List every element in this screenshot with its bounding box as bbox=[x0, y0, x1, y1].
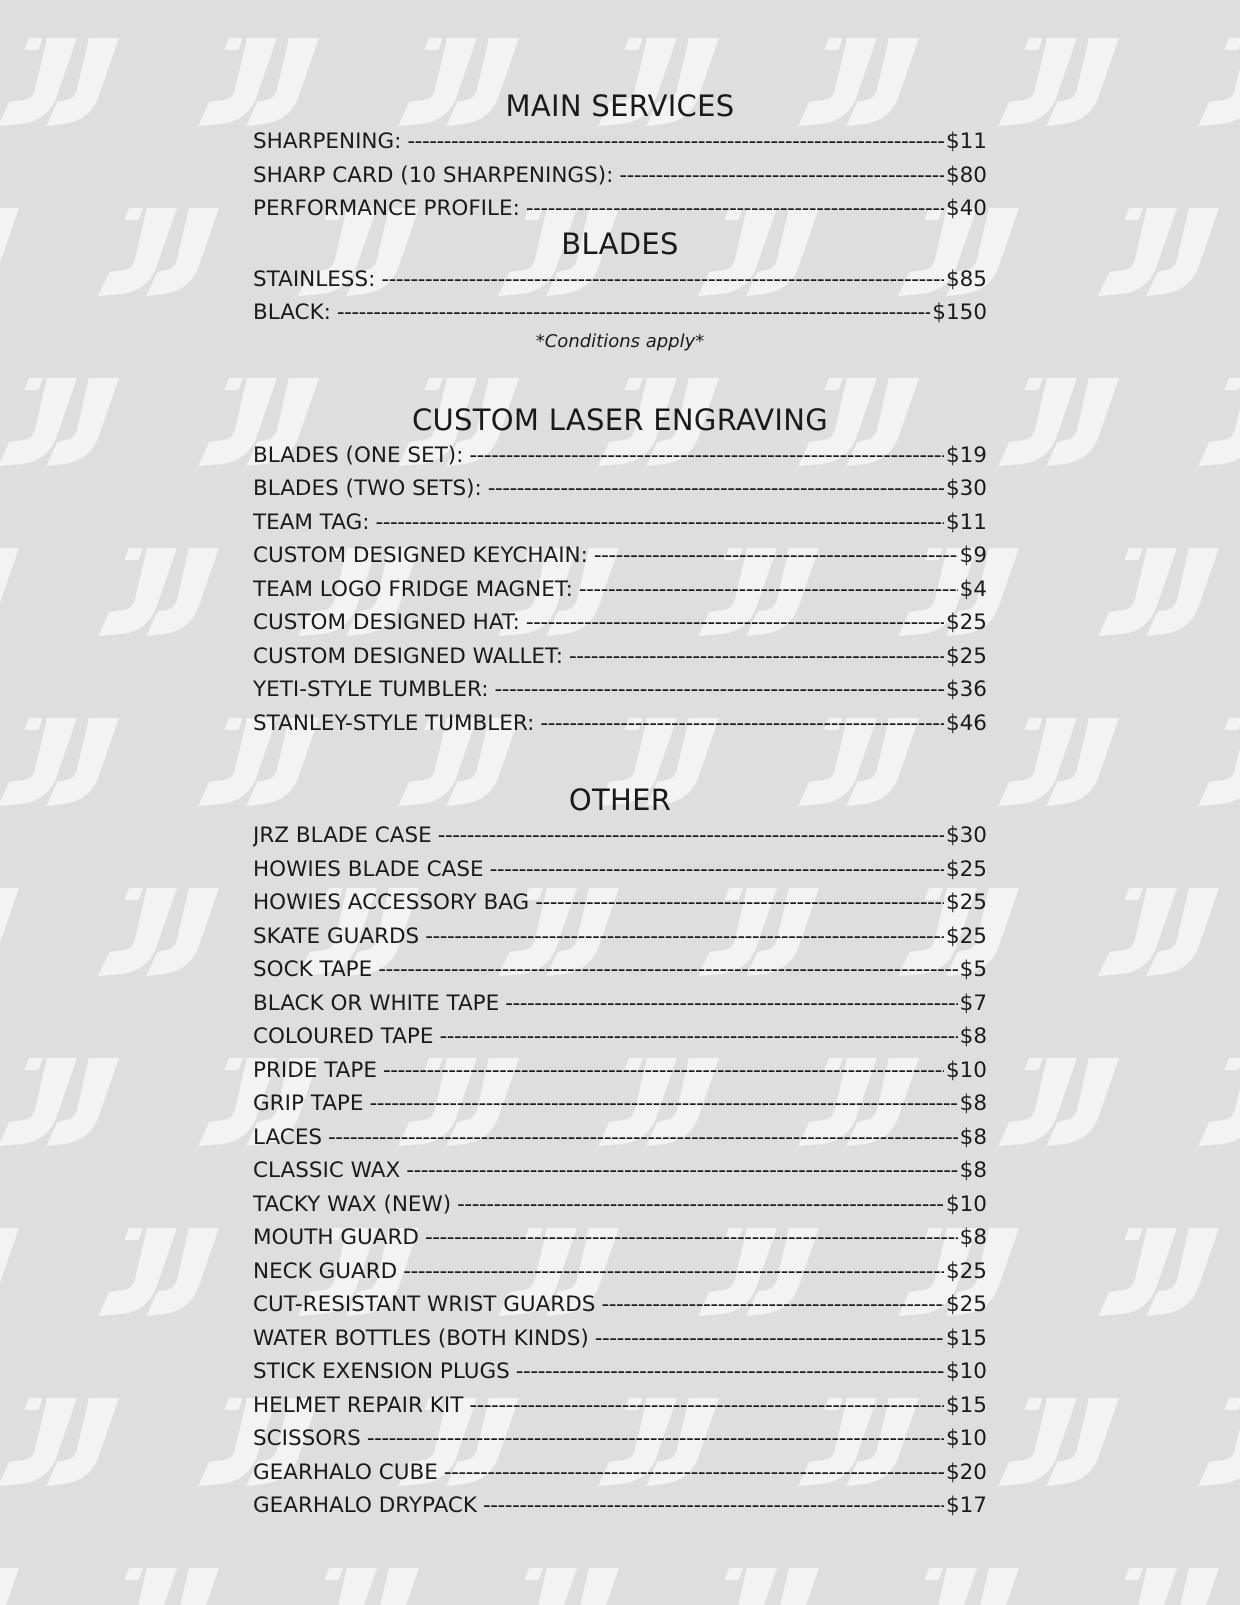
price-row bbox=[253, 439, 987, 473]
item-label: GEARHALO DRYPACK bbox=[253, 1493, 478, 1518]
item-label: STICK EXENSION PLUGS bbox=[253, 1359, 510, 1384]
price-row bbox=[253, 640, 987, 674]
section-title: CUSTOM LASER ENGRAVING bbox=[411, 402, 829, 437]
jj-monogram-icon bbox=[0, 1568, 19, 1605]
dot-leader bbox=[383, 1054, 944, 1088]
jj-monogram-icon bbox=[998, 38, 1119, 126]
item-price: $30 bbox=[945, 823, 987, 848]
price-row bbox=[253, 1054, 987, 1088]
item-label: BLACK: bbox=[253, 300, 331, 325]
jj-monogram-icon bbox=[998, 718, 1119, 806]
price-row bbox=[253, 673, 987, 707]
item-price: $80 bbox=[945, 162, 987, 188]
price-row bbox=[253, 125, 987, 159]
item-price: $8 bbox=[959, 1225, 987, 1250]
dot-leader bbox=[569, 640, 944, 674]
dot-leader bbox=[469, 439, 944, 473]
price-row bbox=[253, 920, 987, 954]
item-price: $20 bbox=[945, 1459, 987, 1485]
item-label: MOUTH GUARD bbox=[253, 1225, 419, 1250]
price-row bbox=[253, 296, 987, 330]
price-row bbox=[253, 1188, 987, 1222]
jj-monogram-icon bbox=[0, 208, 19, 296]
dot-leader bbox=[490, 853, 944, 887]
dot-leader bbox=[483, 1489, 944, 1523]
jj-monogram-icon bbox=[298, 1568, 419, 1605]
price-row bbox=[253, 1255, 987, 1289]
price-row bbox=[253, 1322, 987, 1356]
dot-leader bbox=[328, 1121, 958, 1155]
jj-monogram-icon bbox=[998, 378, 1119, 466]
section-spacer bbox=[253, 740, 987, 782]
item-label: WATER BOTTLES (BOTH KINDS) bbox=[253, 1325, 589, 1351]
jj-monogram-icon bbox=[0, 548, 19, 636]
conditions-note: *Conditions apply* bbox=[535, 330, 705, 352]
jj-monogram-icon bbox=[98, 888, 219, 976]
price-row bbox=[253, 159, 987, 193]
item-label: CUSTOM DESIGNED WALLET: bbox=[253, 643, 564, 669]
price-row bbox=[253, 886, 987, 920]
dot-leader bbox=[367, 1422, 944, 1456]
item-price: $25 bbox=[945, 610, 987, 635]
item-price: $7 bbox=[959, 990, 987, 1016]
price-row bbox=[253, 987, 987, 1021]
jj-monogram-icon bbox=[1198, 1398, 1240, 1486]
item-price: $10 bbox=[945, 1359, 987, 1384]
item-price: $10 bbox=[945, 1191, 987, 1217]
item-price: $40 bbox=[945, 196, 987, 221]
item-label: STANLEY-STYLE TUMBLER: bbox=[253, 710, 535, 736]
item-label: COLOURED TAPE bbox=[253, 1024, 434, 1049]
jj-monogram-icon bbox=[898, 1568, 1019, 1605]
jj-monogram-icon bbox=[1098, 1228, 1219, 1316]
item-price: $25 bbox=[945, 1292, 987, 1317]
item-price: $85 bbox=[945, 266, 987, 292]
dot-leader bbox=[526, 606, 944, 640]
item-label: TACKY WAX (NEW) bbox=[253, 1191, 452, 1217]
price-row bbox=[253, 1389, 987, 1423]
price-row bbox=[253, 472, 987, 506]
item-label: SCISSORS bbox=[253, 1426, 361, 1451]
dot-leader bbox=[378, 953, 957, 987]
dot-leader bbox=[439, 1020, 957, 1054]
item-price: $4 bbox=[959, 576, 987, 602]
dot-leader bbox=[469, 1389, 944, 1423]
dot-leader bbox=[488, 472, 944, 506]
jj-monogram-icon bbox=[0, 1058, 119, 1146]
item-price: $25 bbox=[945, 1258, 987, 1284]
item-label: CUT-RESISTANT WRIST GUARDS bbox=[253, 1292, 596, 1317]
jj-monogram-icon bbox=[498, 1568, 619, 1605]
dot-leader bbox=[535, 886, 944, 920]
price-row bbox=[253, 506, 987, 540]
price-row bbox=[253, 606, 987, 640]
item-price: $25 bbox=[945, 923, 987, 949]
item-price: $25 bbox=[945, 643, 987, 669]
jj-monogram-icon bbox=[0, 378, 119, 466]
jj-monogram-icon bbox=[1198, 38, 1240, 126]
dot-leader bbox=[505, 987, 957, 1021]
item-label: NECK GUARD bbox=[253, 1258, 398, 1284]
jj-monogram-icon bbox=[1098, 548, 1219, 636]
dot-leader bbox=[381, 263, 944, 297]
dot-leader bbox=[403, 1255, 944, 1289]
item-label: PERFORMANCE PROFILE: bbox=[253, 196, 520, 221]
dot-leader bbox=[376, 506, 944, 540]
item-price: $8 bbox=[959, 1158, 987, 1183]
price-row bbox=[253, 819, 987, 853]
item-label: BLACK OR WHITE TAPE bbox=[253, 990, 500, 1016]
jj-monogram-icon bbox=[98, 548, 219, 636]
item-price: $11 bbox=[945, 129, 987, 154]
item-label: SHARPENING: bbox=[253, 129, 402, 154]
price-row bbox=[253, 853, 987, 887]
dot-leader bbox=[425, 920, 944, 954]
jj-monogram-icon bbox=[0, 1228, 19, 1316]
dot-leader bbox=[457, 1188, 944, 1222]
jj-monogram-icon bbox=[98, 1568, 219, 1605]
item-price: $9 bbox=[959, 543, 987, 568]
dot-leader bbox=[619, 159, 944, 193]
item-label: SKATE GUARDS bbox=[253, 923, 420, 949]
dot-leader bbox=[540, 707, 944, 741]
price-row bbox=[253, 707, 987, 741]
jj-monogram-icon bbox=[1198, 378, 1240, 466]
item-label: CUSTOM DESIGNED HAT: bbox=[253, 610, 520, 635]
price-row bbox=[253, 539, 987, 573]
jj-monogram-icon bbox=[1098, 888, 1219, 976]
price-row bbox=[253, 192, 987, 226]
item-price: $30 bbox=[945, 476, 987, 501]
jj-monogram-icon bbox=[0, 38, 119, 126]
section-title: OTHER bbox=[568, 783, 672, 817]
price-row bbox=[253, 1288, 987, 1322]
price-row bbox=[253, 1489, 987, 1523]
item-label: LACES bbox=[253, 1124, 323, 1150]
item-label: TEAM LOGO FRIDGE MAGNET: bbox=[253, 576, 573, 602]
item-label: CLASSIC WAX bbox=[253, 1158, 401, 1183]
item-price: $8 bbox=[959, 1124, 987, 1150]
jj-monogram-icon bbox=[698, 1568, 819, 1605]
item-label: SHARP CARD (10 SHARPENINGS): bbox=[253, 162, 614, 188]
section-spacer bbox=[253, 354, 987, 402]
dot-leader bbox=[495, 673, 944, 707]
item-label: CUSTOM DESIGNED KEYCHAIN: bbox=[253, 543, 588, 568]
item-label: BLADES (TWO SETS): bbox=[253, 476, 482, 501]
jj-monogram-icon bbox=[0, 888, 19, 976]
item-label: GRIP TAPE bbox=[253, 1091, 364, 1116]
item-price: $10 bbox=[945, 1057, 987, 1083]
price-row bbox=[253, 573, 987, 607]
item-price: $11 bbox=[945, 509, 987, 535]
dot-leader bbox=[594, 539, 958, 573]
jj-monogram-icon bbox=[998, 1398, 1119, 1486]
jj-monogram-icon bbox=[1098, 208, 1219, 296]
price-row bbox=[253, 1355, 987, 1389]
jj-monogram-icon bbox=[98, 208, 219, 296]
item-label: JRZ BLADE CASE bbox=[253, 823, 432, 848]
item-price: $150 bbox=[932, 300, 987, 325]
item-label: BLADES (ONE SET): bbox=[253, 442, 464, 468]
price-row bbox=[253, 1087, 987, 1121]
dot-leader bbox=[425, 1221, 958, 1255]
dot-leader bbox=[601, 1288, 944, 1322]
item-price: $8 bbox=[959, 1091, 987, 1116]
dot-leader bbox=[516, 1355, 944, 1389]
item-price: $46 bbox=[945, 710, 987, 736]
jj-monogram-icon bbox=[1098, 1568, 1219, 1605]
price-row bbox=[253, 1221, 987, 1255]
price-row bbox=[253, 953, 987, 987]
item-price: $8 bbox=[959, 1024, 987, 1049]
jj-monogram-icon bbox=[98, 1228, 219, 1316]
price-row bbox=[253, 1456, 987, 1490]
dot-leader bbox=[337, 296, 930, 330]
dot-leader bbox=[438, 819, 944, 853]
jj-monogram-icon bbox=[0, 718, 119, 806]
item-price: $15 bbox=[945, 1392, 987, 1418]
section-title: MAIN SERVICES bbox=[505, 89, 735, 123]
item-label: STAINLESS: bbox=[253, 266, 376, 292]
item-price: $25 bbox=[945, 856, 987, 882]
item-label: TEAM TAG: bbox=[253, 509, 370, 535]
dot-leader bbox=[407, 125, 944, 159]
item-price: $10 bbox=[945, 1426, 987, 1451]
price-row bbox=[253, 1154, 987, 1188]
dot-leader bbox=[444, 1456, 944, 1490]
item-price: $17 bbox=[945, 1493, 987, 1518]
price-row bbox=[253, 1121, 987, 1155]
dot-leader bbox=[526, 192, 944, 226]
item-label: SOCK TAPE bbox=[253, 957, 373, 982]
item-price: $15 bbox=[945, 1325, 987, 1351]
price-menu bbox=[253, 88, 987, 1523]
dot-leader bbox=[369, 1087, 957, 1121]
item-label: HELMET REPAIR KIT bbox=[253, 1392, 464, 1418]
section-title: BLADES bbox=[561, 226, 679, 261]
jj-monogram-icon bbox=[998, 1058, 1119, 1146]
dot-leader bbox=[579, 573, 958, 607]
item-price: $25 bbox=[945, 890, 987, 915]
dot-leader bbox=[595, 1322, 944, 1356]
jj-monogram-icon bbox=[0, 1398, 119, 1486]
item-price: $5 bbox=[959, 957, 987, 982]
jj-monogram-icon bbox=[1198, 1058, 1240, 1146]
item-price: $36 bbox=[945, 677, 987, 702]
item-label: HOWIES BLADE CASE bbox=[253, 856, 484, 882]
price-row bbox=[253, 263, 987, 297]
item-label: YETI-STYLE TUMBLER: bbox=[253, 677, 489, 702]
item-price: $19 bbox=[945, 442, 987, 468]
item-label: PRIDE TAPE bbox=[253, 1057, 377, 1083]
dot-leader bbox=[406, 1154, 957, 1188]
item-label: HOWIES ACCESSORY BAG bbox=[253, 890, 530, 915]
item-label: GEARHALO CUBE bbox=[253, 1459, 438, 1485]
jj-monogram-icon bbox=[1198, 718, 1240, 806]
price-row bbox=[253, 1020, 987, 1054]
price-row bbox=[253, 1422, 987, 1456]
